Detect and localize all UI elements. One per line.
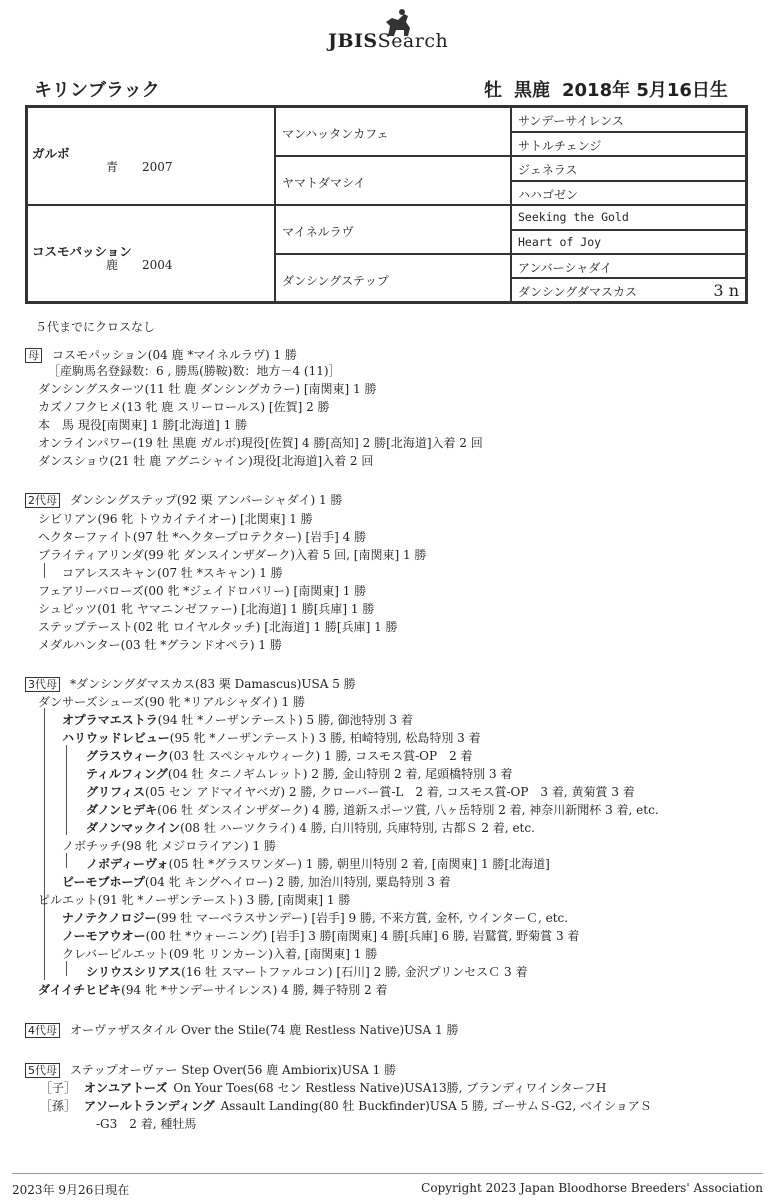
horse-record: On Your Toes(68 セン Restless Native)USA13勝, ブランディワインターフH (173, 1081, 607, 1095)
sire-color: 青 (106, 160, 119, 174)
stakes-horse[interactable]: ハリウッドレビュー (62, 731, 170, 745)
inbreed-note: 3 n (713, 281, 739, 300)
family-line (25, 1062, 396, 1078)
family-line (38, 601, 374, 617)
stakes-horse[interactable]: アソールトランディング (84, 1099, 215, 1113)
gen3-cell (511, 205, 746, 230)
family-horse[interactable]: フェアリーバローズ(00 牝 *ジェイドロバリー) [南関東] 1 勝 (38, 584, 367, 598)
family-line (62, 910, 568, 926)
family-horse[interactable]: シビリアン(96 牝 トウカイテイオー) [北関東] 1 勝 (38, 512, 313, 526)
family-horse[interactable]: *ダンシングダマスカス(83 栗 Damascus)USA 5 勝 (70, 677, 356, 691)
sire-year: 2007 (142, 160, 173, 174)
pedigree-table (25, 105, 748, 304)
stakes-horse[interactable]: ダノンヒデキ (86, 803, 158, 817)
family-horse[interactable]: クレバーピルエット(09 牝 リンカーン)入着, [南関東] 1 勝 (62, 947, 378, 961)
family-line (38, 547, 426, 563)
family-line (38, 435, 483, 451)
stakes-horse[interactable]: ノボディーヴォ (86, 857, 169, 871)
gen3-name[interactable]: ダンシングダマスカス (518, 285, 638, 299)
family-line (38, 511, 313, 527)
generation-tag: 4代母 (25, 1023, 60, 1038)
horse-record: (04 牡 タニノギムレット) 2 勝, 金山特別 2 着, 尾頭橋特別 3 着 (167, 767, 513, 781)
horse-record: -G3 2 着, 種牡馬 (96, 1117, 197, 1131)
family-horse[interactable]: ステップテースト(02 牝 ロイヤルタッチ) [北海道] 1 勝[兵庫] 1 勝 (38, 620, 398, 634)
cross-note: ５代までにクロスなし (35, 320, 156, 334)
tree-line (66, 853, 67, 868)
tree-line (66, 961, 67, 976)
family-line (40, 1098, 652, 1114)
dam-color: 鹿 (106, 258, 119, 272)
family-line (38, 619, 398, 635)
family-horse[interactable]: ダンシングステップ(92 栗 アンバーシャダイ) 1 勝 (70, 493, 343, 507)
family-horse[interactable]: オンラインパワー(19 牡 黒鹿 ガルボ)現役[佐賀] 4 勝[高知] 2 勝[北海道]入着 2 回 (38, 436, 483, 450)
family-line (86, 748, 473, 764)
gen2-name[interactable]: マンハッタンカフェ (282, 127, 389, 141)
horse-record: Assault Landing(80 牡 Buckfinder)USA 5 勝, ゴーサムＳ-G2, ベイショアＳ (220, 1099, 652, 1113)
family-line (38, 892, 350, 908)
family-horse[interactable]: オーヴァザスタイル Over the Stile(74 鹿 Restless Native)USA 1 勝 (70, 1023, 459, 1037)
dam-name[interactable]: コスモパッション (32, 244, 132, 259)
horse-record: (16 牡 スマートファルコン) [石川] 2 勝, 金沢プリンセスＣ 3 着 (181, 965, 528, 979)
stakes-horse[interactable]: グラスウィーク (86, 749, 169, 763)
family-line (86, 820, 535, 836)
logo-suffix: Search (377, 30, 449, 52)
horse-record: (04 牝 キングヘイロー) 2 勝, 加治川特別, 粟島特別 3 着 (144, 875, 451, 889)
gen3-cell (511, 156, 746, 181)
family-line (38, 417, 247, 433)
tree-line (44, 708, 45, 980)
gen3-name[interactable]: アンバーシャダイ (518, 261, 612, 275)
family-horse: 本 馬 現役[南関東] 1 勝[北海道] 1 勝 (38, 418, 248, 432)
stakes-horse[interactable]: オンユアトーズ (84, 1081, 168, 1095)
sire-details (106, 158, 197, 175)
family-horse[interactable]: ノボチッチ(98 牝 メジロライアン) 1 勝 (62, 839, 276, 853)
family-line (38, 453, 373, 469)
horse-info (484, 76, 740, 102)
family-horse[interactable]: カズノフクヒメ(13 牝 鹿 スリーロールス) [佐賀] 2 勝 (38, 400, 330, 414)
family-line (96, 1116, 196, 1132)
family-line (38, 399, 330, 415)
family-line (38, 982, 388, 998)
stakes-horse[interactable]: ダノンマックイン (86, 821, 181, 835)
family-line (62, 565, 283, 581)
family-horse[interactable]: ダンサーズシューズ(90 牝 *リアルシャダイ) 1 勝 (38, 695, 305, 709)
family-horse[interactable]: コスモパッション(04 鹿 *マイネルラヴ) 1 勝 (52, 348, 297, 362)
family-line (86, 766, 512, 782)
horse-record: (05 牡 *グラスワンダー) 1 勝, 朝里川特別 2 着, [南関東] 1 勝[北海道] (168, 857, 550, 871)
family-horse[interactable]: ヘクターファイト(97 牡 *ヘクタープロテクター) [岩手] 4 勝 (38, 530, 367, 544)
gen3-name[interactable]: ハハゴゼン (518, 188, 579, 202)
jbis-logo (328, 8, 463, 56)
family-horse[interactable]: ダンスショウ(21 牡 鹿 アグニシャイン)現役[北海道]入着 2 回 (38, 454, 374, 468)
horse-header (0, 74, 775, 102)
gen3-cell (511, 278, 746, 302)
family-line (25, 1022, 458, 1038)
tree-line (66, 745, 67, 835)
generation-tag: 母 (25, 348, 42, 363)
family-horse[interactable]: シュピッツ(01 牝 ヤマニンゼファー) [北海道] 1 勝[兵庫] 1 勝 (38, 602, 375, 616)
horse-record: (00 牡 *ウォーニング) [岩手] 3 勝[南関東] 4 勝[兵庫] 6 勝, 岩鷲賞, 野菊賞 3 着 (145, 929, 580, 943)
family-line (62, 730, 481, 746)
family-line (62, 946, 377, 962)
family-line (25, 492, 342, 508)
gen3-cell (511, 107, 746, 132)
family-line (48, 363, 341, 379)
family-line (86, 802, 659, 818)
stakes-horse[interactable]: ティルフィング (86, 767, 168, 781)
horse-born: 2018年 5月16日生 (562, 80, 728, 101)
generation-tag: 2代母 (25, 493, 60, 508)
foal-summary: ［産駒馬名登録数：6 , 勝馬(勝鞍)数：地方－4 (11)］ (48, 364, 341, 378)
gen2-name[interactable]: ダンシングステップ (282, 274, 389, 288)
family-line (40, 1080, 606, 1096)
stakes-horse[interactable]: ノーモアウオー (62, 929, 146, 943)
family-line (38, 381, 376, 397)
gen2-name[interactable]: マイネルラヴ (282, 225, 354, 239)
stakes-horse[interactable]: ナノテクノロジー (62, 911, 157, 925)
gen2-name[interactable]: ヤマトダマシイ (282, 176, 366, 190)
gen3-cell (511, 230, 746, 254)
stakes-horse[interactable]: オプラマエストラ (62, 713, 158, 727)
family-horse[interactable]: ピルエット(91 牝 *ノーザンテースト) 3 勝, [南関東] 1 勝 (38, 893, 351, 907)
gen2-cell (275, 107, 511, 156)
horse-name: キリンブラック (34, 80, 160, 101)
generation-tag: 3代母 (25, 677, 60, 692)
horse-record: (03 牡 スペシャルウィーク) 1 勝, コスモス賞-OP 2 着 (168, 749, 473, 763)
family-line (25, 676, 356, 692)
family-horse[interactable]: ステップオーヴァー Step Over(56 鹿 Ambiorix)USA 1 勝 (70, 1063, 397, 1077)
relation-tag: ［孫］ (40, 1099, 77, 1113)
horse-record: (99 牡 マーベラスサンデー) [岩手] 9 勝, 不来方賞, 金杯, ウインターＣ, etc. (156, 911, 569, 925)
footer-copyright: Copyright 2023 Japan Bloodhorse Breeders' Association (421, 1181, 763, 1195)
horse-record: (08 牡 ハーツクライ) 4 勝, 白川特別, 兵庫特別, 古都Ｓ 2 着, etc. (180, 821, 535, 835)
stakes-horse[interactable]: グリフィス (86, 785, 146, 799)
family-line (86, 856, 550, 872)
horse-record: (95 牝 *ノーザンテースト) 3 勝, 柏崎特別, 松島特別 3 着 (169, 731, 481, 745)
family-line (62, 928, 579, 944)
family-line (62, 838, 276, 854)
gen3-name[interactable]: Heart of Joy (518, 235, 602, 249)
sire-cell (27, 107, 275, 205)
gen3-name[interactable]: サトルチェンジ (518, 139, 602, 153)
generation-tag: 5代母 (25, 1063, 60, 1078)
gen3-cell (511, 132, 746, 156)
family-line (38, 637, 282, 653)
gen2-cell (275, 205, 511, 254)
horse-record: (94 牡 *ノーザンテースト) 5 勝, 御池特別 3 着 (157, 713, 413, 727)
stakes-horse[interactable]: ダイイチヒビキ (38, 983, 122, 997)
family-line (38, 529, 366, 545)
footer-date: 2023年 9月26日現在 (12, 1183, 130, 1197)
gen3-cell (511, 254, 746, 278)
dam-cell (27, 205, 275, 302)
gen3-name[interactable]: ジェネラス (518, 163, 578, 177)
family-line (38, 694, 305, 710)
horse-record: (06 牡 ダンスインザダーク) 4 勝, 道新スポーツ賞, 八ヶ岳特別 2 着, 神奈川新聞杯 3 着, etc. (157, 803, 659, 817)
footer-divider (12, 1173, 763, 1174)
dam-details (106, 256, 197, 273)
horse-record: (05 セン アドマイヤベガ) 2 勝, クローバー賞-L 2 着, コスモス賞-OP 3 着, 黄菊賞 3 着 (145, 785, 635, 799)
family-line (86, 964, 527, 980)
family-line (38, 583, 366, 599)
gen2-cell (275, 156, 511, 205)
stakes-horse[interactable]: シリウスシリアス (86, 965, 182, 979)
gen2-cell (275, 254, 511, 302)
family-line (25, 347, 297, 363)
family-horse[interactable]: コアレススキャン(07 牡 *スキャン) 1 勝 (62, 566, 283, 580)
gen3-name[interactable]: サンデーサイレンス (518, 114, 624, 128)
horse-record: (94 牝 *サンデーサイレンス) 4 勝, 舞子特別 2 着 (121, 983, 388, 997)
horse-color: 黒鹿 (514, 80, 550, 101)
relation-tag: ［子］ (40, 1081, 77, 1095)
tree-line (44, 563, 45, 578)
family-horse[interactable]: ダンシングスターツ(11 牡 鹿 ダンシングカラー) [南関東] 1 勝 (38, 382, 377, 396)
gen3-name[interactable]: Seeking the Gold (518, 210, 629, 224)
logo-brand: JBIS (328, 30, 378, 52)
family-horse[interactable]: メダルハンター(03 牡 *グランドオペラ) 1 勝 (38, 638, 282, 652)
gen3-cell (511, 181, 746, 205)
family-line (86, 784, 635, 800)
dam-year: 2004 (142, 258, 173, 272)
logo-text (328, 30, 448, 52)
family-horse[interactable]: ブライティアリンダ(99 牝 ダンスインザダーク)入着 5 回, [南関東] 1 勝 (38, 548, 427, 562)
sire-name[interactable]: ガルボ (32, 146, 70, 161)
horse-sex: 牡 (484, 80, 502, 101)
family-line (62, 712, 413, 728)
stakes-horse[interactable]: ビーモブホープ (62, 875, 145, 889)
family-line (62, 874, 451, 890)
